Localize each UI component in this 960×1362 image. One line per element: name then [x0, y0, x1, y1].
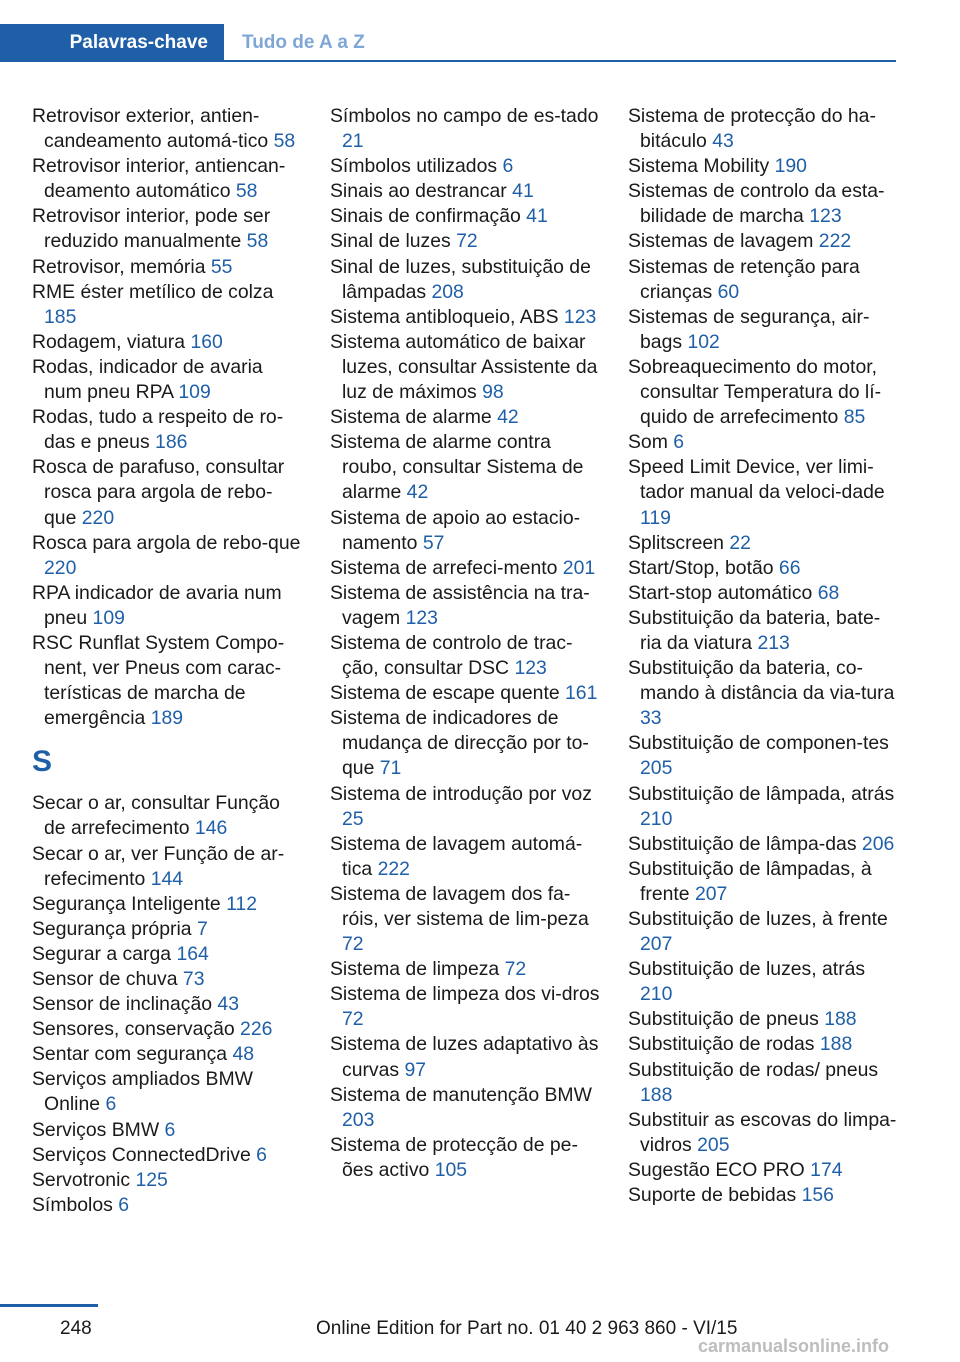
index-entry	[32, 355, 302, 405]
index-entry	[330, 631, 600, 681]
watermark: carmanualsonline.info	[698, 1336, 890, 1356]
index-entry	[628, 531, 898, 556]
index-entry-text: Suporte de bebidas	[628, 1184, 797, 1207]
index-page-link[interactable]: 60	[717, 280, 740, 303]
index-entry-text: Sistema de protecção de pe-ões activo	[330, 1133, 578, 1181]
index-entry	[32, 405, 302, 455]
index-page-link[interactable]: 6	[105, 1093, 117, 1116]
index-entry-text: Sistemas de segurança, air-bags	[628, 305, 870, 353]
index-entry	[32, 842, 302, 892]
index-entry	[330, 681, 600, 706]
index-entry-text: Start-stop automático	[628, 581, 813, 604]
index-page-link[interactable]: 146	[194, 817, 228, 840]
index-entry-text: Sistema Mobility	[628, 155, 770, 178]
index-entry-text: Splitscreen	[628, 531, 724, 554]
index-entry	[330, 204, 600, 229]
index-entry-text: Sistema de luzes adaptativo às curvas	[330, 1033, 599, 1081]
index-page-link[interactable]: 72	[342, 1008, 364, 1031]
index-entry-text: Serviços ampliados BMW Online	[32, 1068, 253, 1116]
index-entry	[330, 104, 600, 154]
index-entry-text: Serviços BMW	[32, 1118, 160, 1141]
index-page-link[interactable]: 188	[824, 1008, 857, 1031]
index-entry-text: Sistema de lavagem dos fa-róis, ver sistema de lim-peza	[330, 882, 589, 930]
index-entry	[330, 430, 600, 505]
index-page-link[interactable]: 105	[434, 1158, 468, 1181]
index-entry	[628, 782, 898, 832]
index-entry-text: Sistemas de retenção para crianças	[628, 255, 860, 303]
index-entry-text: Retrovisor, memória	[32, 255, 206, 278]
index-page-link[interactable]: 213	[757, 631, 790, 654]
index-entry-text: Sistema de apoio ao estacio-namento	[330, 506, 581, 554]
index-entry	[32, 531, 302, 581]
index-entry	[330, 832, 600, 882]
index-page-link[interactable]: 48	[232, 1043, 255, 1066]
index-page-link[interactable]: 210	[640, 983, 673, 1006]
index-page-link[interactable]: 156	[801, 1184, 834, 1207]
index-column-2	[330, 104, 600, 1183]
tab-palavras-chave[interactable]: Palavras-chave	[0, 24, 224, 62]
section-letter: S	[32, 745, 53, 779]
index-entry-text: Rosca para argola de rebo-que	[32, 531, 301, 554]
index-entry	[330, 982, 600, 1032]
index-page-link[interactable]: 71	[379, 757, 402, 780]
index-page-link[interactable]: 25	[342, 807, 364, 830]
index-entry-text: Retrovisor interior, pode ser reduzido manualmente	[32, 205, 271, 253]
index-entry	[330, 405, 600, 430]
index-page-link[interactable]: 222	[818, 230, 852, 253]
index-page-link[interactable]: 186	[155, 431, 188, 454]
index-entry-text: Substituição de lâmpada, atrás	[628, 782, 895, 805]
index-entry	[32, 942, 302, 967]
index-entry	[32, 1118, 302, 1143]
index-page-link[interactable]: 72	[456, 230, 478, 253]
index-entry-text: Substituição de rodas	[628, 1033, 815, 1056]
page-number: 248	[60, 1318, 92, 1339]
index-entry-text: Sinal de luzes	[330, 230, 451, 253]
index-entry	[628, 430, 898, 455]
index-entry	[32, 204, 302, 254]
index-entry-text: Sentar com segurança	[32, 1043, 228, 1066]
index-page-link[interactable]: 41	[526, 205, 548, 228]
index-entry-text: Sobreaquecimento do motor, consultar Temperatura do lí-quido de arrefecimento	[628, 355, 882, 429]
index-page-link[interactable]: 123	[514, 657, 547, 680]
index-entry-text: Sinais de confirmação	[330, 205, 521, 228]
index-entry-text: Sugestão ECO PRO	[628, 1158, 805, 1181]
index-entry	[628, 154, 898, 179]
index-page-link[interactable]: 85	[843, 406, 866, 429]
index-entry-text: Sensores, conservação	[32, 1018, 235, 1041]
index-entry-text: RME éster metílico de colza	[32, 280, 274, 303]
index-entry-text: Símbolos	[32, 1193, 113, 1216]
index-entry-text: Sistema de manutenção BMW	[330, 1083, 592, 1106]
index-entry-text: Sinal de luzes, substituição de lâmpadas	[330, 255, 591, 303]
index-entry	[330, 706, 600, 781]
index-page-link[interactable]: 41	[512, 180, 534, 203]
index-entry	[628, 556, 898, 581]
index-entry-text: Substituição de pneus	[628, 1008, 819, 1031]
index-entry	[628, 1058, 898, 1108]
index-entry	[628, 305, 898, 355]
index-entry-text: Sistema de indicadores de mudança de direcção por to-que	[330, 707, 589, 780]
index-column-1	[32, 104, 302, 1218]
index-entry-text: Sistema de controlo de trac-ção, consultar DSC	[330, 631, 573, 680]
index-entry-text: RPA indicador de avaria num pneu	[32, 581, 282, 629]
index-entry	[32, 917, 302, 942]
index-page-link[interactable]: 58	[273, 130, 296, 153]
index-entry-text: Rodagem, viatura	[32, 330, 186, 353]
index-entry-text: Start/Stop, botão	[628, 556, 774, 579]
index-entry-text: Sistema antibloqueio, ABS	[330, 305, 559, 328]
index-page-link[interactable]: 174	[810, 1158, 843, 1181]
index-entry	[32, 631, 302, 731]
index-entry-text: Sistema de escape quente	[330, 682, 560, 705]
index-entry	[628, 104, 898, 154]
index-page-link[interactable]: 123	[405, 606, 438, 629]
index-entry-text: Sistema de introdução por voz	[330, 782, 592, 805]
index-entry-text: Segurança Inteligente	[32, 892, 221, 915]
index-entry-text: Substituição de luzes, atrás	[628, 958, 866, 981]
index-entry-text: Sistema automático de baixar luzes, consultar Assistente da luz de máximos	[330, 330, 598, 404]
index-entry	[330, 1083, 600, 1133]
index-entry-text: Substituir as escovas do limpa-vidros	[628, 1108, 897, 1156]
index-entry	[32, 1168, 302, 1193]
index-entry-text: Sistema de assistência na tra-vagem	[330, 581, 590, 629]
index-page-link[interactable]: 164	[176, 942, 209, 965]
index-page-link[interactable]: 188	[819, 1033, 853, 1056]
index-page-link[interactable]: 43	[217, 993, 239, 1016]
index-page-link[interactable]: 42	[406, 481, 429, 504]
index-page-link[interactable]: 68	[817, 581, 840, 604]
index-entry	[628, 1108, 898, 1158]
index-entry	[628, 606, 898, 656]
index-entry-text: Sinais ao destrancar	[330, 180, 507, 203]
index-entry	[628, 907, 898, 957]
index-entry-text: Substituição de lâmpadas, à frente	[628, 857, 872, 905]
tab-tudo-de-a-a-z[interactable]: Tudo de A a Z	[242, 32, 365, 53]
index-entry-text: Sistemas de lavagem	[628, 230, 814, 253]
index-page-link[interactable]: 222	[377, 857, 410, 880]
index-entry-text: Rodas, tudo a respeito de ro-das e pneus	[32, 406, 284, 454]
index-page-link[interactable]: 97	[404, 1058, 427, 1081]
index-page-link[interactable]: 189	[150, 707, 184, 730]
index-page-link[interactable]: 33	[640, 707, 662, 730]
index-entry	[628, 857, 898, 907]
index-page-link[interactable]: 109	[178, 381, 211, 404]
index-page-link[interactable]: 43	[712, 130, 734, 153]
index-page-link[interactable]: 98	[482, 381, 504, 404]
index-entry	[628, 581, 898, 606]
index-page-link[interactable]: 42	[497, 406, 519, 429]
index-entry-text: Sistema de arrefeci-mento	[330, 556, 558, 579]
index-page-link[interactable]: 210	[640, 807, 673, 830]
index-page-link[interactable]: 21	[342, 130, 364, 153]
index-entry	[32, 1143, 302, 1168]
index-page-link[interactable]: 207	[694, 882, 728, 905]
index-page-link[interactable]: 58	[235, 180, 258, 203]
index-page-link[interactable]: 123	[809, 205, 842, 228]
index-page-link[interactable]: 57	[422, 531, 445, 554]
index-entry-text: Servotronic	[32, 1168, 131, 1191]
index-entry	[32, 1067, 302, 1117]
index-page-link[interactable]: 55	[210, 255, 233, 278]
index-entry	[628, 731, 898, 781]
index-entry	[32, 1042, 302, 1067]
index-entry	[32, 280, 302, 330]
index-page-link[interactable]: 6	[502, 155, 514, 178]
index-page-link[interactable]: 7	[196, 917, 208, 940]
index-page-link[interactable]: 72	[504, 958, 527, 981]
index-page-link[interactable]: 206	[861, 832, 895, 855]
index-entry	[330, 1133, 600, 1183]
index-entry-text: Símbolos utilizados	[330, 155, 498, 178]
index-entry	[32, 791, 302, 841]
index-entry	[330, 506, 600, 556]
index-page-link[interactable]: 66	[778, 556, 801, 579]
index-entry-text: Símbolos no campo de es-tado	[330, 105, 599, 127]
index-entry	[330, 305, 600, 330]
index-page-link[interactable]: 205	[640, 757, 673, 780]
index-entry-text: Sistema de limpeza dos vi-dros	[330, 983, 600, 1006]
index-entry-text: Substituição da bateria, bate-ria da viatura	[628, 606, 881, 654]
index-entry-text: Retrovisor exterior, antien-candeamento automá-tico	[32, 105, 269, 153]
index-entry-text: Secar o ar, ver Função de ar-refecimento	[32, 842, 285, 890]
index-entry-text: Segurar a carga	[32, 942, 172, 965]
index-entry	[330, 556, 600, 581]
index-entry	[628, 355, 898, 430]
index-page-link[interactable]: 6	[118, 1193, 130, 1216]
index-page-link[interactable]: 109	[92, 606, 125, 629]
index-entry-text: Retrovisor interior, antiencan-deamento automático	[32, 155, 286, 203]
index-entry	[628, 1007, 898, 1032]
index-entry-text: Segurança própria	[32, 917, 192, 940]
index-entry	[628, 1158, 898, 1183]
index-entry-text: Sensor de inclinação	[32, 993, 213, 1016]
index-entry	[32, 154, 302, 204]
index-entry	[32, 255, 302, 280]
index-entry	[628, 179, 898, 229]
page-header	[0, 24, 896, 62]
index-page-link[interactable]: 6	[673, 431, 685, 454]
index-page-link[interactable]: 220	[81, 506, 115, 529]
index-entry-text: Substituição de lâmpa-das	[628, 832, 857, 855]
index-entry	[330, 581, 600, 631]
index-entry-text: Substituição da bateria, co-mando à distância da via-tura	[628, 657, 895, 705]
index-page-link[interactable]: 112	[226, 892, 257, 915]
index-entry	[628, 255, 898, 305]
index-entry-text: Sistema de limpeza	[330, 958, 500, 981]
index-page-link[interactable]: 160	[190, 330, 223, 353]
index-entry-text: Sistema de alarme contra roubo, consultar Sistema de alarme	[330, 431, 584, 504]
index-entry	[330, 882, 600, 957]
index-entry-text: Serviços ConnectedDrive	[32, 1143, 251, 1166]
index-entry	[32, 104, 302, 154]
index-entry-text: Sistema de lavagem automá-tica	[330, 832, 583, 880]
index-page-link[interactable]: 102	[687, 330, 720, 353]
index-entry	[628, 1183, 898, 1208]
index-entry	[330, 957, 600, 982]
index-entry-text: Secar o ar, consultar Função de arrefecimento	[32, 792, 280, 840]
index-entry-text: Rosca de parafuso, consultar rosca para argola de rebo-que	[32, 456, 285, 529]
index-page-link[interactable]: 220	[44, 556, 77, 579]
index-entry	[32, 455, 302, 530]
index-entry	[330, 179, 600, 204]
index-page-link[interactable]: 6	[256, 1143, 267, 1166]
index-page-link[interactable]: 73	[182, 968, 205, 990]
index-page-link[interactable]: 119	[640, 506, 671, 529]
index-column-3	[628, 104, 898, 1208]
index-page-link[interactable]: 72	[342, 933, 364, 956]
index-entry	[32, 330, 302, 355]
index-entry-text: Speed Limit Device, ver limi-tador manual da veloci-dade	[628, 456, 885, 504]
index-entry-text: RSC Runflat System Compo-nent, ver Pneus com carac-terísticas de marcha de emergência	[32, 631, 285, 730]
index-entry	[330, 229, 600, 254]
index-entry-text: Rodas, indicador de avaria num pneu RPA	[32, 355, 263, 404]
index-entry	[628, 656, 898, 731]
index-entry-text: Sistema de protecção do ha-bitáculo	[628, 105, 876, 153]
index-entry-text: Substituição de luzes, à frente	[628, 908, 888, 930]
index-page-link[interactable]: 123	[563, 305, 597, 328]
index-page-link[interactable]: 188	[640, 1083, 673, 1106]
index-page-link[interactable]: 161	[565, 682, 598, 705]
index-page-link[interactable]: 125	[135, 1168, 168, 1191]
index-page-link[interactable]: 22	[729, 531, 751, 554]
index-entry-text: Substituição de rodas/ pneus	[628, 1058, 879, 1081]
index-entry-text: Sensor de chuva	[32, 968, 178, 990]
index-page-link[interactable]: 203	[342, 1108, 375, 1131]
index-page-link[interactable]: 208	[431, 280, 464, 303]
edition-note: Online Edition for Part no. 01 40 2 963 860 - VI/15	[316, 1318, 738, 1339]
index-entry	[628, 957, 898, 1007]
index-entry	[330, 255, 600, 305]
index-entry	[32, 1017, 302, 1042]
index-page-link[interactable]: 185	[44, 305, 77, 328]
index-page-link[interactable]: 6	[164, 1118, 176, 1141]
index-entry	[32, 892, 302, 917]
index-entry	[628, 455, 898, 530]
index-entry-text: Sistemas de controlo da esta-bilidade de marcha	[628, 180, 885, 228]
index-entry	[330, 330, 600, 405]
index-entry-text: Substituição de componen-tes	[628, 732, 889, 755]
index-entry	[628, 1032, 898, 1057]
index-entry	[32, 992, 302, 1017]
index-entry	[330, 154, 600, 179]
index-entry	[32, 1193, 302, 1218]
index-entry-text: Sistema de alarme	[330, 406, 492, 429]
index-page-link[interactable]: 144	[150, 867, 184, 890]
index-page-link[interactable]: 205	[697, 1133, 730, 1156]
index-page-link[interactable]: 207	[640, 933, 673, 956]
index-page-link[interactable]: 226	[240, 1018, 273, 1041]
index-entry	[628, 832, 898, 857]
index-entry	[330, 1032, 600, 1082]
index-page-link[interactable]: 58	[246, 230, 269, 253]
index-entry	[32, 967, 302, 992]
index-page-link[interactable]: 190	[774, 155, 807, 178]
index-entry	[330, 782, 600, 832]
index-entry-text: Som	[628, 431, 668, 454]
index-entry	[628, 229, 898, 254]
footer-rule	[0, 1304, 98, 1307]
index-entry	[32, 581, 302, 631]
index-page-link[interactable]: 201	[562, 556, 596, 579]
